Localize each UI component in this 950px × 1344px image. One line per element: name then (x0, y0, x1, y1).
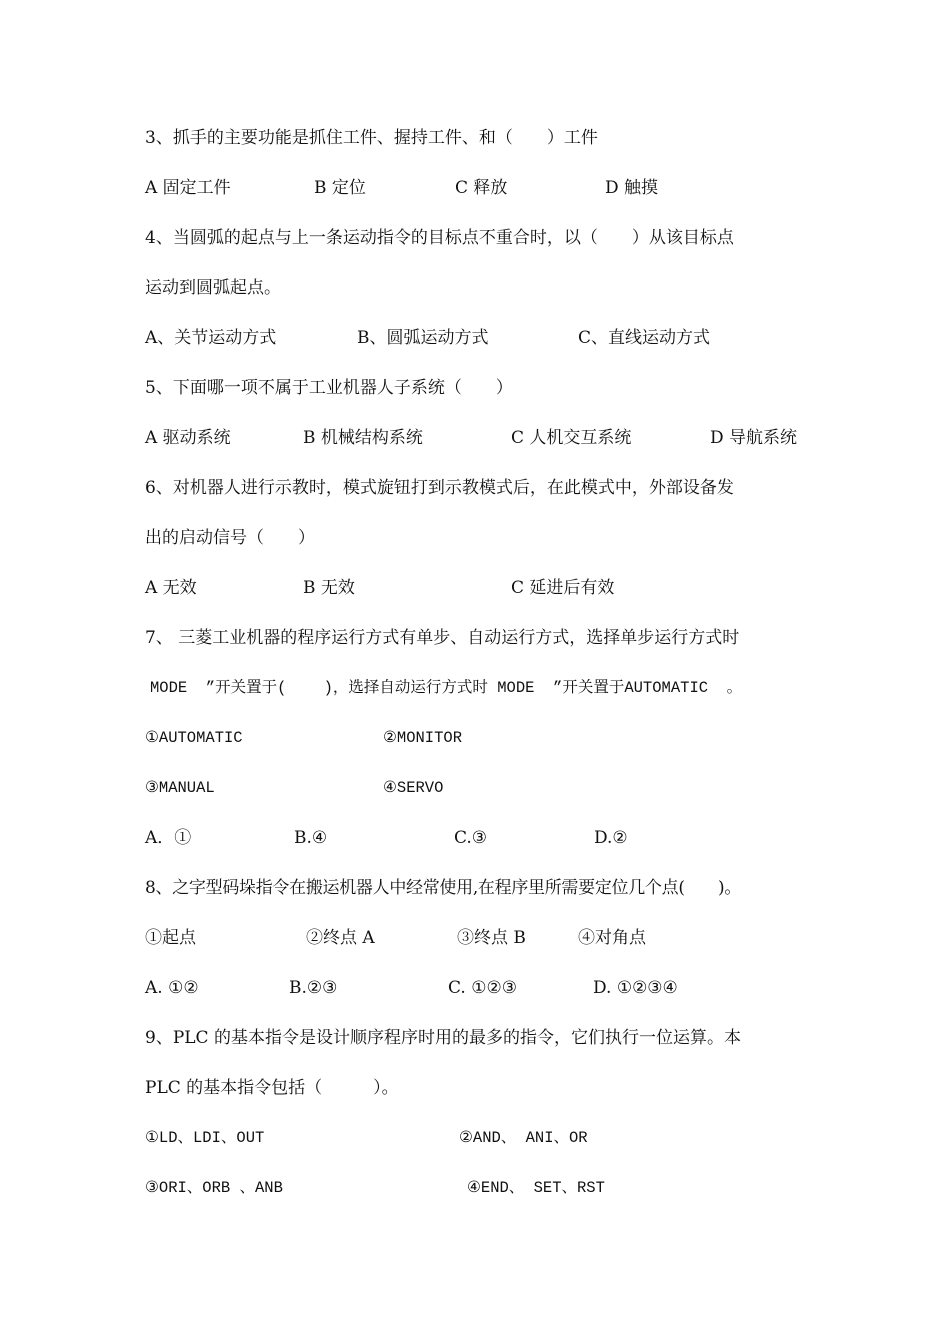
q3-stem: 3、抓手的主要功能是抓住工件、握持工件、和（ ）工件 (145, 128, 598, 148)
q5-option-c: C 人机交互系统 (511, 428, 632, 448)
q9-choice-1: ①LD、LDI、OUT (145, 1129, 265, 1147)
q9-stem-line1: 9、PLC 的基本指令是设计顺序程序时用的最多的指令，它们执行一位运算。本 (145, 1028, 741, 1048)
q5-stem: 5、下面哪一项不属于工业机器人子系统（ ） (145, 378, 513, 398)
q6-option-c: C 延进后有效 (511, 578, 615, 598)
q7-stem-line1: 7、 三菱工业机器的程序运行方式有单步、自动运行方式，选择单步运行方式时 (145, 628, 740, 648)
q7-option-b: B.④ (294, 828, 328, 848)
q8-option-b: B.②③ (289, 978, 338, 998)
q4-stem-line1: 4、当圆弧的起点与上一条运动指令的目标点不重合时，以（ ）从该目标点 (145, 228, 734, 248)
q6-stem-line1: 6、对机器人进行示教时，模式旋钮打到示教模式后，在此模式中，外部设备发 (145, 478, 734, 498)
q6-stem-line2: 出的启动信号（ ） (145, 528, 315, 548)
q7-stem-line2: MODE ”开关置于( )，选择自动运行方式时 MODE ”开关置于AUTOMATIC 。 (150, 679, 743, 697)
q4-option-c: C、直线运动方式 (578, 328, 711, 348)
q8-option-a: A. ①② (145, 978, 199, 998)
q3-option-a: A 固定工件 (145, 178, 231, 198)
q7-choice-1: ①AUTOMATIC (145, 729, 243, 747)
q3-option-d: D 触摸 (605, 178, 659, 198)
q8-stem: 8、之字型码垛指令在搬运机器人中经常使用,在程序里所需要定位几个点( )。 (145, 878, 742, 898)
q8-choice-1: ①起点 (145, 928, 196, 948)
q3-option-c: C 释放 (455, 178, 508, 198)
q7-choice-3: ③MANUAL (145, 779, 215, 797)
q5-option-b: B 机械结构系统 (303, 428, 423, 448)
q9-choice-4: ④END、 SET、RST (467, 1179, 605, 1197)
q4-option-b: B、圆弧运动方式 (357, 328, 489, 348)
q8-choice-2: ②终点 A (306, 928, 375, 948)
q8-choice-4: ④对角点 (578, 928, 646, 948)
q5-option-d: D 导航系统 (710, 428, 798, 448)
q3-option-b: B 定位 (314, 178, 366, 198)
q6-option-b: B 无效 (303, 578, 355, 598)
q7-option-a: A．① (145, 828, 192, 848)
q5-option-a: A 驱动系统 (145, 428, 231, 448)
q9-choice-2: ②AND、 ANI、OR (459, 1129, 588, 1147)
q7-option-c: C.③ (454, 828, 488, 848)
q6-option-a: A 无效 (145, 578, 197, 598)
q7-choice-2: ②MONITOR (383, 729, 463, 747)
q7-choice-4: ④SERVO (383, 779, 444, 797)
q8-choice-3: ③终点 B (457, 928, 526, 948)
q9-choice-3: ③ORI、ORB 、ANB (145, 1179, 283, 1197)
q4-stem-line2: 运动到圆弧起点。 (145, 278, 281, 298)
q7-option-d: D.② (594, 828, 628, 848)
q4-option-a: A、关节运动方式 (145, 328, 277, 348)
q8-option-d: D. ①②③④ (593, 978, 678, 998)
q9-stem-line2: PLC 的基本指令包括（ ）。 (145, 1078, 399, 1098)
q8-option-c: C. ①②③ (448, 978, 517, 998)
